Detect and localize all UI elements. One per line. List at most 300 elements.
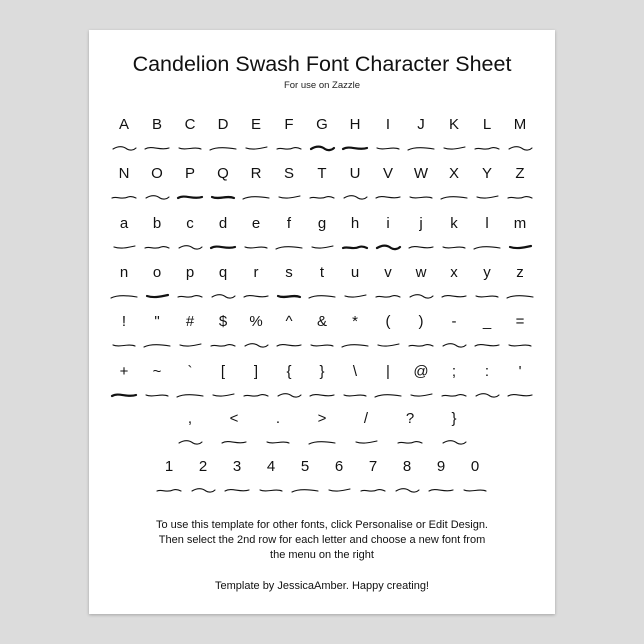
swash-glyph-icon bbox=[177, 437, 203, 447]
swash-glyph-icon bbox=[144, 291, 170, 301]
character-cell bbox=[110, 363, 138, 403]
swash-glyph-icon bbox=[309, 390, 335, 400]
character-glyph: u bbox=[350, 264, 360, 281]
character-glyph: . bbox=[275, 410, 281, 427]
character-cell bbox=[352, 410, 380, 450]
character-glyph: N bbox=[118, 165, 130, 182]
character-glyph: P bbox=[184, 165, 195, 182]
character-cell bbox=[143, 363, 171, 403]
swash-glyph-icon bbox=[111, 143, 137, 153]
character-glyph: 6 bbox=[334, 458, 344, 475]
character-cell bbox=[275, 215, 303, 255]
character-cell bbox=[308, 313, 336, 353]
character-cell bbox=[407, 363, 435, 403]
swash-glyph-icon bbox=[342, 291, 368, 301]
character-cell bbox=[223, 458, 251, 498]
character-row bbox=[110, 363, 534, 403]
swash-glyph-icon bbox=[375, 143, 401, 153]
swash-glyph-icon bbox=[441, 192, 467, 202]
character-row bbox=[110, 215, 534, 255]
character-glyph: m bbox=[513, 215, 527, 232]
page-title: Candelion Swash Font Character Sheet bbox=[132, 52, 512, 76]
swash-glyph-icon bbox=[397, 437, 423, 447]
swash-glyph-icon bbox=[462, 485, 488, 495]
character-cell bbox=[264, 410, 292, 450]
character-glyph: c bbox=[186, 215, 194, 232]
character-cell bbox=[440, 313, 468, 353]
swash-glyph-icon bbox=[210, 192, 236, 202]
character-glyph: V bbox=[382, 165, 393, 182]
character-cell bbox=[143, 165, 171, 205]
swash-glyph-icon bbox=[111, 340, 137, 350]
character-glyph: M bbox=[513, 116, 527, 133]
character-cell bbox=[427, 458, 455, 498]
character-cell bbox=[291, 458, 319, 498]
character-cell bbox=[242, 363, 270, 403]
character-glyph: > bbox=[317, 410, 327, 427]
character-cell bbox=[308, 116, 336, 156]
character-glyph: } bbox=[319, 363, 325, 380]
swash-glyph-icon bbox=[342, 192, 368, 202]
character-glyph: 4 bbox=[266, 458, 276, 475]
character-cell bbox=[473, 116, 501, 156]
character-glyph: T bbox=[317, 165, 327, 182]
character-glyph: S bbox=[283, 165, 294, 182]
character-cell bbox=[341, 363, 369, 403]
swash-glyph-icon bbox=[408, 192, 434, 202]
character-glyph: % bbox=[249, 313, 263, 330]
character-glyph: L bbox=[482, 116, 492, 133]
character-cell bbox=[461, 458, 489, 498]
swash-glyph-icon bbox=[276, 192, 302, 202]
swash-glyph-icon bbox=[441, 340, 467, 350]
character-cell bbox=[473, 363, 501, 403]
swash-glyph-icon bbox=[507, 340, 533, 350]
character-glyph: : bbox=[484, 363, 490, 380]
character-cell bbox=[155, 458, 183, 498]
character-glyph: Z bbox=[515, 165, 525, 182]
swash-glyph-icon bbox=[177, 143, 203, 153]
character-cell bbox=[143, 313, 171, 353]
character-glyph: g bbox=[317, 215, 327, 232]
swash-glyph-icon bbox=[111, 192, 137, 202]
instructions-line: the menu on the right bbox=[270, 549, 374, 561]
swash-glyph-icon bbox=[265, 437, 291, 447]
swash-glyph-icon bbox=[507, 143, 533, 153]
swash-glyph-icon bbox=[441, 390, 467, 400]
character-glyph: ? bbox=[405, 410, 415, 427]
character-cell bbox=[308, 215, 336, 255]
character-cell bbox=[407, 264, 435, 304]
swash-glyph-icon bbox=[292, 485, 318, 495]
character-row bbox=[110, 458, 534, 498]
character-glyph: [ bbox=[220, 363, 226, 380]
character-cell bbox=[257, 458, 285, 498]
character-cell bbox=[308, 165, 336, 205]
character-cell bbox=[275, 363, 303, 403]
character-sheet bbox=[89, 30, 555, 614]
character-cell bbox=[506, 264, 534, 304]
swash-glyph-icon bbox=[111, 390, 137, 400]
character-glyph: k bbox=[450, 215, 458, 232]
swash-glyph-icon bbox=[177, 340, 203, 350]
character-cell bbox=[242, 165, 270, 205]
swash-glyph-icon bbox=[276, 242, 302, 252]
character-cell bbox=[209, 363, 237, 403]
instructions-line: Then select the 2nd row for each letter and choose a new font from bbox=[158, 534, 486, 546]
character-glyph: ( bbox=[385, 313, 391, 330]
character-cell bbox=[325, 458, 353, 498]
swash-glyph-icon bbox=[177, 192, 203, 202]
character-glyph: b bbox=[152, 215, 162, 232]
character-glyph: } bbox=[451, 410, 457, 427]
character-glyph: J bbox=[417, 116, 425, 133]
character-cell bbox=[506, 363, 534, 403]
swash-glyph-icon bbox=[221, 437, 247, 447]
character-glyph: * bbox=[352, 313, 358, 330]
swash-glyph-icon bbox=[309, 192, 335, 202]
character-glyph: = bbox=[515, 313, 525, 330]
swash-glyph-icon bbox=[276, 390, 302, 400]
character-glyph: E bbox=[250, 116, 261, 133]
swash-glyph-icon bbox=[474, 390, 500, 400]
character-glyph: D bbox=[217, 116, 229, 133]
swash-glyph-icon bbox=[243, 340, 269, 350]
character-cell bbox=[189, 458, 217, 498]
swash-glyph-icon bbox=[441, 143, 467, 153]
character-cell bbox=[176, 410, 204, 450]
swash-glyph-icon bbox=[428, 485, 454, 495]
character-cell bbox=[407, 215, 435, 255]
character-glyph: | bbox=[386, 363, 390, 380]
character-cell bbox=[308, 363, 336, 403]
character-cell bbox=[506, 313, 534, 353]
character-cell bbox=[242, 313, 270, 353]
swash-glyph-icon bbox=[258, 485, 284, 495]
character-glyph: ~ bbox=[152, 363, 162, 380]
swash-glyph-icon bbox=[441, 242, 467, 252]
character-glyph: e bbox=[251, 215, 261, 232]
character-cell bbox=[473, 264, 501, 304]
character-glyph: 0 bbox=[470, 458, 480, 475]
swash-glyph-icon bbox=[144, 143, 170, 153]
character-cell bbox=[176, 116, 204, 156]
character-glyph: t bbox=[319, 264, 325, 281]
character-cell bbox=[275, 116, 303, 156]
character-cell bbox=[440, 264, 468, 304]
character-cell bbox=[473, 313, 501, 353]
swash-glyph-icon bbox=[309, 437, 335, 447]
character-glyph: ' bbox=[518, 363, 522, 380]
character-glyph: , bbox=[187, 410, 193, 427]
character-cell bbox=[374, 215, 402, 255]
character-glyph: Y bbox=[481, 165, 492, 182]
swash-glyph-icon bbox=[474, 340, 500, 350]
swash-glyph-icon bbox=[309, 143, 335, 153]
swash-glyph-icon bbox=[441, 437, 467, 447]
character-cell bbox=[473, 215, 501, 255]
swash-glyph-icon bbox=[210, 340, 236, 350]
character-cell bbox=[176, 363, 204, 403]
character-cell bbox=[275, 165, 303, 205]
character-glyph: @ bbox=[413, 363, 429, 380]
character-cell bbox=[308, 264, 336, 304]
swash-glyph-icon bbox=[156, 485, 182, 495]
swash-glyph-icon bbox=[474, 143, 500, 153]
character-glyph: C bbox=[184, 116, 196, 133]
character-cell bbox=[110, 215, 138, 255]
swash-glyph-icon bbox=[243, 390, 269, 400]
character-glyph: w bbox=[415, 264, 427, 281]
swash-glyph-icon bbox=[375, 340, 401, 350]
character-cell bbox=[275, 313, 303, 353]
character-glyph: r bbox=[253, 264, 259, 281]
character-cell bbox=[473, 165, 501, 205]
character-cell bbox=[242, 215, 270, 255]
swash-glyph-icon bbox=[224, 485, 250, 495]
character-cell bbox=[374, 116, 402, 156]
character-cell bbox=[396, 410, 424, 450]
character-glyph: 5 bbox=[300, 458, 310, 475]
character-cell bbox=[374, 363, 402, 403]
character-cell bbox=[341, 264, 369, 304]
character-cell bbox=[440, 410, 468, 450]
character-cell bbox=[374, 313, 402, 353]
swash-glyph-icon bbox=[144, 390, 170, 400]
character-glyph: y bbox=[483, 264, 491, 281]
character-glyph: R bbox=[250, 165, 262, 182]
character-cell bbox=[359, 458, 387, 498]
character-cell bbox=[209, 313, 237, 353]
swash-glyph-icon bbox=[276, 291, 302, 301]
character-glyph: _ bbox=[482, 313, 492, 330]
character-glyph: ; bbox=[451, 363, 457, 380]
swash-glyph-icon bbox=[243, 143, 269, 153]
character-cell bbox=[374, 264, 402, 304]
character-glyph: A bbox=[118, 116, 129, 133]
swash-glyph-icon bbox=[375, 242, 401, 252]
character-glyph: 1 bbox=[164, 458, 174, 475]
character-glyph: v bbox=[384, 264, 392, 281]
swash-glyph-icon bbox=[111, 291, 137, 301]
character-glyph: f bbox=[286, 215, 292, 232]
character-cell bbox=[176, 264, 204, 304]
swash-glyph-icon bbox=[408, 143, 434, 153]
character-cell bbox=[110, 116, 138, 156]
swash-glyph-icon bbox=[309, 242, 335, 252]
swash-glyph-icon bbox=[177, 291, 203, 301]
swash-glyph-icon bbox=[408, 390, 434, 400]
swash-glyph-icon bbox=[326, 485, 352, 495]
character-glyph: W bbox=[413, 165, 429, 182]
character-cell bbox=[209, 264, 237, 304]
character-glyph: n bbox=[119, 264, 129, 281]
character-cell bbox=[176, 165, 204, 205]
character-glyph: q bbox=[218, 264, 228, 281]
character-cell bbox=[506, 165, 534, 205]
swash-glyph-icon bbox=[144, 192, 170, 202]
character-cell bbox=[220, 410, 248, 450]
swash-glyph-icon bbox=[507, 192, 533, 202]
character-glyph: 7 bbox=[368, 458, 378, 475]
swash-glyph-icon bbox=[408, 340, 434, 350]
character-cell bbox=[440, 363, 468, 403]
character-glyph: ^ bbox=[285, 313, 293, 330]
swash-glyph-icon bbox=[144, 340, 170, 350]
swash-glyph-icon bbox=[276, 340, 302, 350]
swash-glyph-icon bbox=[190, 485, 216, 495]
character-glyph: Q bbox=[217, 165, 229, 182]
character-cell bbox=[407, 313, 435, 353]
character-glyph: / bbox=[363, 410, 369, 427]
character-cell bbox=[209, 215, 237, 255]
character-cell bbox=[407, 116, 435, 156]
character-cell bbox=[176, 215, 204, 255]
character-grid bbox=[110, 116, 534, 486]
instructions-text bbox=[89, 518, 555, 563]
character-cell bbox=[440, 165, 468, 205]
swash-glyph-icon bbox=[507, 390, 533, 400]
character-cell bbox=[143, 264, 171, 304]
character-cell bbox=[242, 116, 270, 156]
swash-glyph-icon bbox=[210, 242, 236, 252]
swash-glyph-icon bbox=[309, 291, 335, 301]
swash-glyph-icon bbox=[243, 242, 269, 252]
character-cell bbox=[341, 215, 369, 255]
character-cell bbox=[308, 410, 336, 450]
swash-glyph-icon bbox=[342, 390, 368, 400]
character-glyph: i bbox=[386, 215, 390, 232]
character-glyph: 2 bbox=[198, 458, 208, 475]
swash-glyph-icon bbox=[342, 242, 368, 252]
character-glyph: ` bbox=[187, 363, 193, 380]
character-glyph: d bbox=[218, 215, 228, 232]
character-glyph: x bbox=[450, 264, 458, 281]
swash-glyph-icon bbox=[474, 291, 500, 301]
character-glyph: B bbox=[151, 116, 162, 133]
character-cell bbox=[341, 313, 369, 353]
character-glyph: K bbox=[448, 116, 459, 133]
character-cell bbox=[176, 313, 204, 353]
character-cell bbox=[440, 215, 468, 255]
character-glyph: X bbox=[448, 165, 459, 182]
swash-glyph-icon bbox=[243, 192, 269, 202]
instructions-line: To use this template for other fonts, click Personalise or Edit Design. bbox=[156, 519, 488, 531]
swash-glyph-icon bbox=[177, 242, 203, 252]
character-cell bbox=[110, 264, 138, 304]
swash-glyph-icon bbox=[375, 192, 401, 202]
character-glyph: < bbox=[229, 410, 239, 427]
swash-glyph-icon bbox=[144, 242, 170, 252]
swash-glyph-icon bbox=[309, 340, 335, 350]
character-glyph: 9 bbox=[436, 458, 446, 475]
character-cell bbox=[209, 165, 237, 205]
character-glyph: + bbox=[119, 363, 129, 380]
character-glyph: G bbox=[316, 116, 328, 133]
character-glyph: o bbox=[152, 264, 162, 281]
character-glyph: $ bbox=[218, 313, 228, 330]
character-cell bbox=[440, 116, 468, 156]
swash-glyph-icon bbox=[394, 485, 420, 495]
character-cell bbox=[275, 264, 303, 304]
character-glyph: F bbox=[284, 116, 294, 133]
page-subtitle: For use on Zazzle bbox=[283, 80, 361, 91]
swash-glyph-icon bbox=[342, 143, 368, 153]
character-glyph: p bbox=[185, 264, 195, 281]
character-cell bbox=[143, 116, 171, 156]
character-cell bbox=[110, 165, 138, 205]
character-glyph: { bbox=[286, 363, 292, 380]
character-glyph: j bbox=[419, 215, 423, 232]
character-row bbox=[110, 313, 534, 353]
swash-glyph-icon bbox=[474, 242, 500, 252]
character-glyph: a bbox=[119, 215, 129, 232]
character-glyph: h bbox=[350, 215, 360, 232]
character-glyph: # bbox=[185, 313, 195, 330]
swash-glyph-icon bbox=[408, 242, 434, 252]
swash-glyph-icon bbox=[342, 340, 368, 350]
character-cell bbox=[110, 313, 138, 353]
character-row bbox=[110, 116, 534, 156]
character-glyph: U bbox=[349, 165, 361, 182]
swash-glyph-icon bbox=[210, 143, 236, 153]
character-glyph: 3 bbox=[232, 458, 242, 475]
swash-glyph-icon bbox=[210, 291, 236, 301]
character-cell bbox=[209, 116, 237, 156]
character-cell bbox=[506, 215, 534, 255]
swash-glyph-icon bbox=[507, 242, 533, 252]
swash-glyph-icon bbox=[507, 291, 533, 301]
character-row bbox=[110, 264, 534, 304]
swash-glyph-icon bbox=[177, 390, 203, 400]
swash-glyph-icon bbox=[408, 291, 434, 301]
swash-glyph-icon bbox=[276, 143, 302, 153]
swash-glyph-icon bbox=[375, 390, 401, 400]
character-glyph: & bbox=[316, 313, 327, 330]
character-glyph: O bbox=[151, 165, 163, 182]
character-cell bbox=[407, 165, 435, 205]
swash-glyph-icon bbox=[243, 291, 269, 301]
character-cell bbox=[393, 458, 421, 498]
character-cell bbox=[143, 215, 171, 255]
character-glyph: H bbox=[349, 116, 361, 133]
character-cell bbox=[341, 165, 369, 205]
swash-glyph-icon bbox=[441, 291, 467, 301]
character-glyph: ! bbox=[121, 313, 127, 330]
credit-text: Template by JessicaAmber. Happy creating! bbox=[215, 580, 429, 592]
character-glyph: z bbox=[516, 264, 524, 281]
character-row bbox=[110, 165, 534, 205]
character-glyph: - bbox=[451, 313, 457, 330]
character-glyph: " bbox=[154, 313, 160, 330]
character-glyph: ) bbox=[418, 313, 424, 330]
character-cell bbox=[341, 116, 369, 156]
swash-glyph-icon bbox=[375, 291, 401, 301]
character-glyph: \ bbox=[352, 363, 358, 380]
character-cell bbox=[506, 116, 534, 156]
swash-glyph-icon bbox=[210, 390, 236, 400]
character-glyph: I bbox=[385, 116, 391, 133]
character-cell bbox=[374, 165, 402, 205]
swash-glyph-icon bbox=[360, 485, 386, 495]
character-row bbox=[110, 410, 534, 450]
swash-glyph-icon bbox=[474, 192, 500, 202]
character-glyph: s bbox=[285, 264, 293, 281]
character-glyph: 8 bbox=[402, 458, 412, 475]
character-cell bbox=[242, 264, 270, 304]
swash-glyph-icon bbox=[353, 437, 379, 447]
character-glyph: ] bbox=[253, 363, 259, 380]
